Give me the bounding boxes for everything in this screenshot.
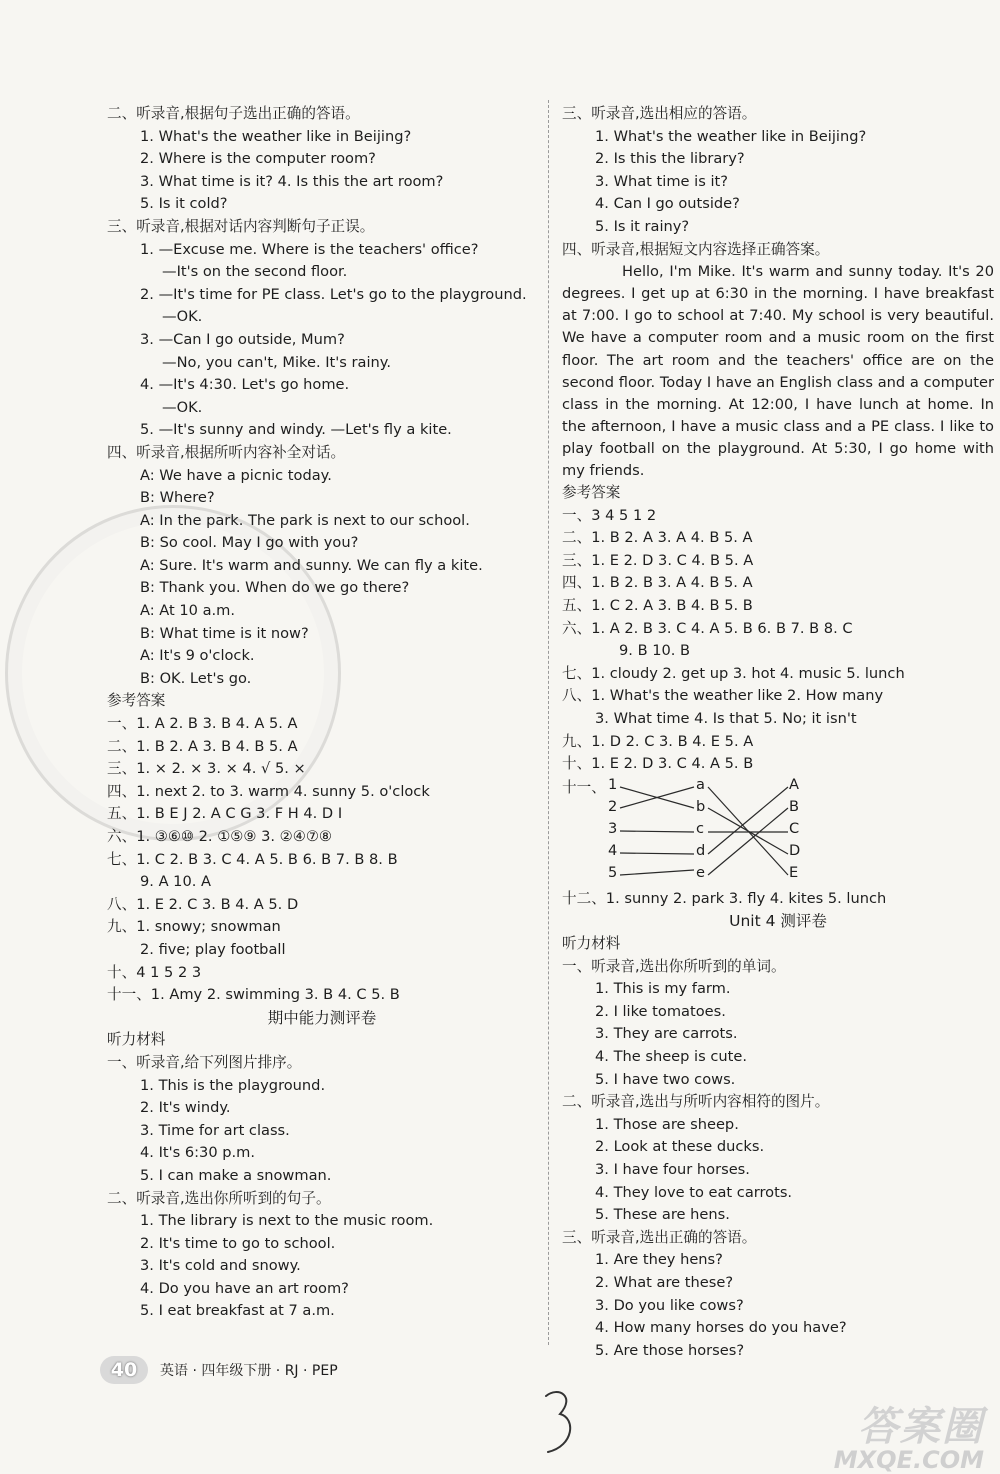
left-heading-line: 参考答案 [107, 692, 166, 710]
matching-lower-letter: a [696, 775, 705, 793]
answer-heading-line: 八、1. What's the weather like 2. How many [562, 687, 884, 705]
left-heading-line: 五、1. B E J 2. A C G 3. F H 4. D I [107, 805, 343, 823]
reading-passage: Hello, I'm Mike. It's warm and sunny today. It's 20 degrees. I get up at 6:30 in the morning. I have breakfast at 7:00. I go to school at 7:40. My school is very beautiful. We have a computer room and a music room on the first floor. The art room and the teachers' office are on the second floor. Today I have an English class and a computer class in the morning. At 12:00, I have lunch at home. In the afternoon, I have a music class and a PE class. I like to play football on the playground. At 5:30, I go home with my friends. [562, 263, 994, 479]
watermark-url: MXQE.COM [833, 1446, 984, 1474]
left-line: 2. —It's time for PE class. Let's go to the playground. [140, 285, 527, 303]
right-line: 4. How many horses do you have? [595, 1319, 847, 1337]
answer-heading-line: 六、1. A 2. B 3. C 4. A 5. B 6. B 7. B 8. C [562, 619, 853, 637]
right-line: 5. Is it rainy? [595, 217, 690, 235]
column-divider [548, 100, 549, 1345]
right-line: 5. These are hens. [595, 1206, 730, 1224]
left-line: B: OK. Let's go. [140, 669, 252, 687]
right-line: 1. What's the weather like in Beijing? [595, 127, 867, 145]
left-line: 1. —Excuse me. Where is the teachers' office? [140, 240, 479, 258]
left-heading-line: 听力材料 [107, 1031, 166, 1049]
right-heading-line: 听力材料 [562, 935, 621, 952]
matching-number: 1 [608, 775, 618, 793]
matching-lower-letter: d [696, 841, 706, 859]
right-line: 1. Those are sheep. [595, 1115, 739, 1133]
answer-heading-line: 二、1. B 2. A 3. A 4. B 5. A [562, 529, 753, 547]
right-column [562, 103, 994, 1362]
right-heading-line: 一、听录音,选出你所听到的单词。 [562, 957, 786, 975]
matching-lower-letter: b [696, 797, 706, 815]
answer-heading-line: 一、3 4 5 1 2 [562, 506, 657, 524]
left-line: 4. It's 6:30 p.m. [140, 1144, 256, 1162]
left-line: 3. Time for art class. [140, 1121, 290, 1139]
left-heading-line: 二、听录音,选出你所听到的句子。 [107, 1189, 331, 1207]
matching-upper-letter: C [789, 819, 800, 837]
right-line: 3. I have four horses. [595, 1160, 750, 1178]
right-line: 4. The sheep is cute. [595, 1047, 747, 1065]
right-heading-line: 三、听录音,选出正确的答语。 [562, 1228, 757, 1246]
matching-prefix: 十一、 [562, 778, 606, 796]
matching-upper-letter: B [789, 797, 800, 815]
matching-number: 3 [608, 819, 618, 837]
left-line: B: Where? [140, 489, 215, 507]
left-line: 2. Where is the computer room? [140, 150, 376, 168]
matching-answer [562, 776, 994, 888]
matching-upper-letter: D [789, 841, 801, 859]
answer-heading-line: 参考答案 [562, 484, 621, 502]
right-line: 3. Do you like cows? [595, 1296, 744, 1314]
matching-number: 2 [608, 797, 618, 815]
left-heading-line: 二、听录音,根据句子选出正确的答语。 [107, 105, 360, 122]
right-heading-line: 二、听录音,选出与所听内容相符的图片。 [562, 1093, 830, 1111]
right-line: 5. Are those horses? [595, 1341, 745, 1359]
left-line: 5. Is it cold? [140, 195, 228, 213]
left-line: B: What time is it now? [140, 624, 309, 642]
answer-heading-line: 九、1. D 2. C 3. B 4. E 5. A [562, 732, 754, 750]
book-label: 英语 · 四年级下册 · RJ · PEP [160, 1363, 338, 1379]
left-line: —No, you can't, Mike. It's rainy. [162, 353, 391, 371]
answer-heading-line: 十、1. E 2. D 3. C 4. A 5. B [562, 755, 754, 773]
right-line: 2. Is this the library? [595, 150, 745, 168]
page-number-badge: 40 [100, 1356, 148, 1384]
left-line: 1. This is the playground. [140, 1076, 326, 1094]
section-title: Unit 4 测评卷 [729, 912, 827, 931]
left-line: 3. What time is it? 4. Is this the art room? [140, 172, 444, 190]
left-column [107, 103, 537, 1323]
left-heading-line: 三、听录音,根据对话内容判断句子正误。 [107, 217, 375, 235]
right-line: 4. Can I go outside? [595, 195, 740, 213]
matching-number: 5 [608, 863, 618, 881]
right-heading-line: 四、听录音,根据短文内容选择正确答案。 [562, 240, 830, 258]
right-line: 2. Look at these ducks. [595, 1138, 765, 1156]
answer-line: 3. What time 4. Is that 5. No; it isn't [595, 710, 857, 728]
left-line: —OK. [162, 398, 203, 416]
left-heading-line: 九、1. snowy; snowman [107, 918, 281, 936]
left-line: A: Sure. It's warm and sunny. We can fly a kite. [140, 556, 483, 574]
left-line: A: In the park. The park is next to our school. [140, 511, 470, 529]
watermark-logo-text: 答案圈 [858, 1404, 984, 1450]
left-line: 5. I eat breakfast at 7 a.m. [140, 1302, 335, 1320]
right-heading-line: 十二、1. sunny 2. park 3. fly 4. kites 5. lunch [562, 889, 887, 907]
left-line: 5. I can make a snowman. [140, 1166, 332, 1184]
right-line: 4. They love to eat carrots. [595, 1183, 793, 1201]
right-line: 3. What time is it? [595, 172, 728, 190]
right-line: 1. This is my farm. [595, 980, 731, 998]
right-line: 3. They are carrots. [595, 1025, 738, 1043]
left-line: 3. —Can I go outside, Mum? [140, 330, 345, 348]
left-line: 2. It's windy. [140, 1099, 231, 1117]
answer-heading-line: 五、1. C 2. A 3. B 4. B 5. B [562, 597, 753, 615]
left-line: B: So cool. May I go with you? [140, 534, 359, 552]
left-line: A: It's 9 o'clock. [140, 647, 255, 665]
left-heading-line: 八、1. E 2. C 3. B 4. A 5. D [107, 895, 299, 913]
site-watermark [834, 1395, 984, 1474]
left-heading-line: 十、4 1 5 2 3 [107, 963, 202, 981]
answer-line: 9. B 10. B [619, 642, 691, 660]
left-heading-line: 二、1. B 2. A 3. B 4. B 5. A [107, 737, 298, 755]
matching-number: 4 [608, 841, 618, 859]
left-line: A: At 10 a.m. [140, 602, 236, 620]
matching-lower-letter: e [696, 863, 705, 881]
right-answer-section [562, 482, 994, 776]
left-heading-line: 四、听录音,根据所听内容补全对话。 [107, 443, 346, 461]
right-line: 1. Are they hens? [595, 1251, 723, 1269]
right-line: 2. I like tomatoes. [595, 1002, 726, 1020]
left-line: 3. It's cold and snowy. [140, 1257, 301, 1275]
left-line: 4. Do you have an art room? [140, 1279, 349, 1297]
answer-heading-line: 三、1. E 2. D 3. C 4. B 5. A [562, 551, 754, 569]
answer-heading-line: 四、1. B 2. B 3. A 4. B 5. A [562, 574, 753, 592]
matching-upper-letter: E [789, 863, 799, 881]
left-heading-line: 三、1. × 2. × 3. × 4. √ 5. × [107, 760, 306, 778]
left-heading-line: 一、听录音,给下列图片排序。 [107, 1053, 302, 1071]
left-line: 9. A 10. A [140, 873, 212, 891]
page-footer [100, 1354, 338, 1386]
left-heading-line: 七、1. C 2. B 3. C 4. A 5. B 6. B 7. B 8. B [107, 850, 398, 868]
handwritten-three-mark [540, 1388, 580, 1458]
left-heading-line: 一、1. A 2. B 3. B 4. A 5. A [107, 715, 298, 733]
matching-upper-letter: A [789, 775, 799, 793]
left-heading-line: 六、1. ③⑥⑩ 2. ①⑤⑨ 3. ②④⑦⑧ [107, 828, 332, 845]
left-line: 1. What's the weather like in Beijing? [140, 127, 412, 145]
left-line: 2. It's time to go to school. [140, 1234, 336, 1252]
left-line: 5. —It's sunny and windy. —Let's fly a kite. [140, 421, 452, 439]
left-heading-line: 十一、1. Amy 2. swimming 3. B 4. C 5. B [107, 986, 400, 1004]
left-line: 2. five; play football [140, 940, 286, 958]
right-line: 5. I have two cows. [595, 1070, 736, 1088]
left-line: 4. —It's 4:30. Let's go home. [140, 376, 350, 394]
left-line: B: Thank you. When do we go there? [140, 579, 410, 597]
right-line: 2. What are these? [595, 1273, 734, 1291]
matching-lines [562, 776, 822, 888]
section-title: 期中能力测评卷 [267, 1008, 377, 1027]
left-line: A: We have a picnic today. [140, 466, 332, 484]
right-after-section [562, 888, 994, 1362]
left-heading-line: 四、1. next 2. to 3. warm 4. sunny 5. o'clock [107, 782, 430, 800]
answer-heading-line: 七、1. cloudy 2. get up 3. hot 4. music 5. lunch [562, 664, 905, 682]
right-top-section [562, 103, 994, 261]
left-line: —OK. [162, 308, 203, 326]
left-line: 1. The library is next to the music room. [140, 1212, 434, 1230]
left-line: —It's on the second floor. [162, 263, 348, 281]
matching-lower-letter: c [696, 819, 705, 837]
right-heading-line: 三、听录音,选出相应的答语。 [562, 105, 757, 122]
